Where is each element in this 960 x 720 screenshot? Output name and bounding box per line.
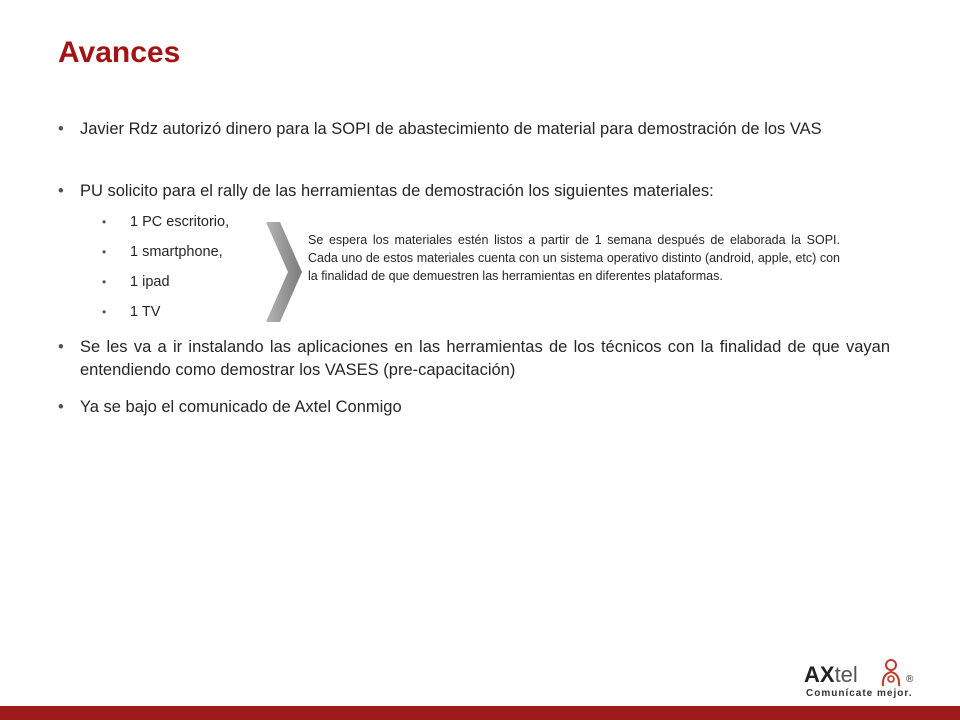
materials-list bbox=[58, 213, 229, 333]
bottom-bar bbox=[0, 706, 960, 720]
logo-registered: ® bbox=[906, 674, 914, 685]
logo-wordmark bbox=[804, 662, 858, 688]
materials-note: Se espera los materiales estén listos a partir de 1 semana después de elaborada la SOPI. Cada uno de estos materiales cuenta con un sistema operativo distinto (android, apple, etc) con la finalidad de que demuestren las herramientas en diferentes plataformas. bbox=[308, 233, 840, 283]
bullet-item: • Javier Rdz autorizó dinero para la SOPI de abastecimiento de material para demostración de los VAS bbox=[58, 118, 890, 141]
material-item: • 1 PC escritorio, bbox=[58, 213, 229, 231]
chevron-right-icon bbox=[266, 222, 302, 322]
axtel-person-icon bbox=[878, 658, 904, 688]
bullet-item: • Ya se bajo el comunicado de Axtel Conmigo bbox=[58, 396, 890, 419]
axtel-logo bbox=[804, 658, 924, 704]
logo-tel: tel bbox=[834, 662, 858, 687]
logo-ax: AX bbox=[804, 662, 835, 687]
material-item: • 1 smartphone, bbox=[58, 243, 229, 261]
logo-tagline: Comunícate mejor. bbox=[806, 688, 913, 699]
material-item: • 1 TV bbox=[58, 303, 229, 321]
material-item: • 1 ipad bbox=[58, 273, 229, 291]
bullet-item: • PU solicito para el rally de las herramientas de demostración los siguientes materiales: bbox=[58, 180, 890, 203]
slide-title: Avances bbox=[58, 36, 181, 69]
bullet-item: • Se les va a ir instalando las aplicaciones en las herramientas de los técnicos con la finalidad de que vayan entendiendo como demostrar los VASES (pre-capacitación) bbox=[58, 336, 890, 382]
